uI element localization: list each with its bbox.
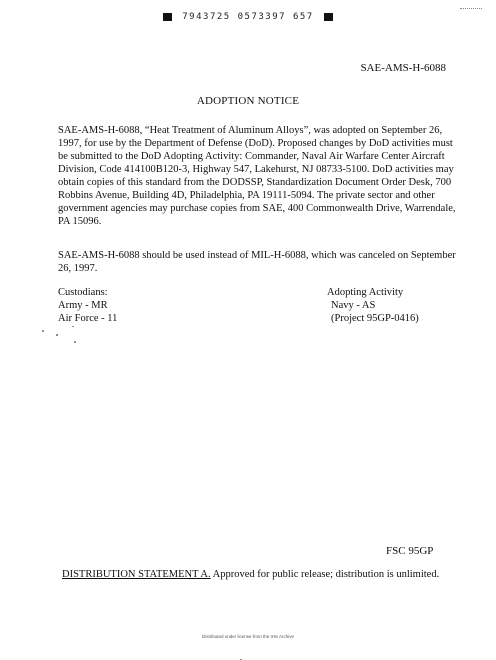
custodian-army: Army - MR [58,300,108,311]
custodians-label: Custodians: [58,287,108,298]
barcode-header [0,12,496,22]
scan-speck [72,326,74,327]
footer-license-note: Distributed under license from the IHS Archive [201,634,295,639]
adopting-activity-project: (Project 95GP-0416) [331,313,419,324]
distribution-label: DISTRIBUTION STATEMENT A. [62,569,211,580]
scan-speck [74,341,76,343]
document-id: SAE-AMS-H-6088 [360,62,446,74]
scan-speck [56,334,58,336]
distribution-text: Approved for public release; distribution is unlimited. [212,569,440,580]
adopting-activity-label: Adopting Activity [327,287,404,298]
barcode-block-left [163,13,172,21]
scan-speck [42,330,44,332]
barcode-number: 7943725 0573397 657 [182,12,314,22]
custodians-block [58,286,117,325]
adoption-paragraph: SAE-AMS-H-6088, “Heat Treatment of Aluminum Alloys”, was adopted on September 26, 1997, for use by the Department of Defense (DoD). Proposed changes by DoD activities must be submitted to the DoD Adopting Activity: Commander, Naval Air Warfare Center Aircraft Division, Code 414100B120-3, Highway 547, Lakehurst, NJ 08733-5100. DoD activities may obtain copies of this standard from the DODSSP, Standardization Document Order Desk, 700 Robbins Avenue, Building 4D, Philadelphia, PA 19111-5094. The private sector and other government agencies may purchase copies from SAE, 400 Commonwealth Drive, Warrendale, PA 15096. [58,125,456,227]
custodian-air-force: Air Force - 11 [58,313,118,324]
scan-mark [460,8,482,15]
fsc-code: FSC 95GP [386,545,434,557]
supersession-paragraph: SAE-AMS-H-6088 should be used instead of MIL-H-6088, which was canceled on September 26, 1997. [58,250,456,274]
adopting-activity-navy: Navy - AS [331,300,376,311]
notice-title: ADOPTION NOTICE [196,95,300,107]
adopting-activity-block [327,286,419,325]
barcode-block-right [324,13,333,21]
distribution-statement [62,569,439,580]
